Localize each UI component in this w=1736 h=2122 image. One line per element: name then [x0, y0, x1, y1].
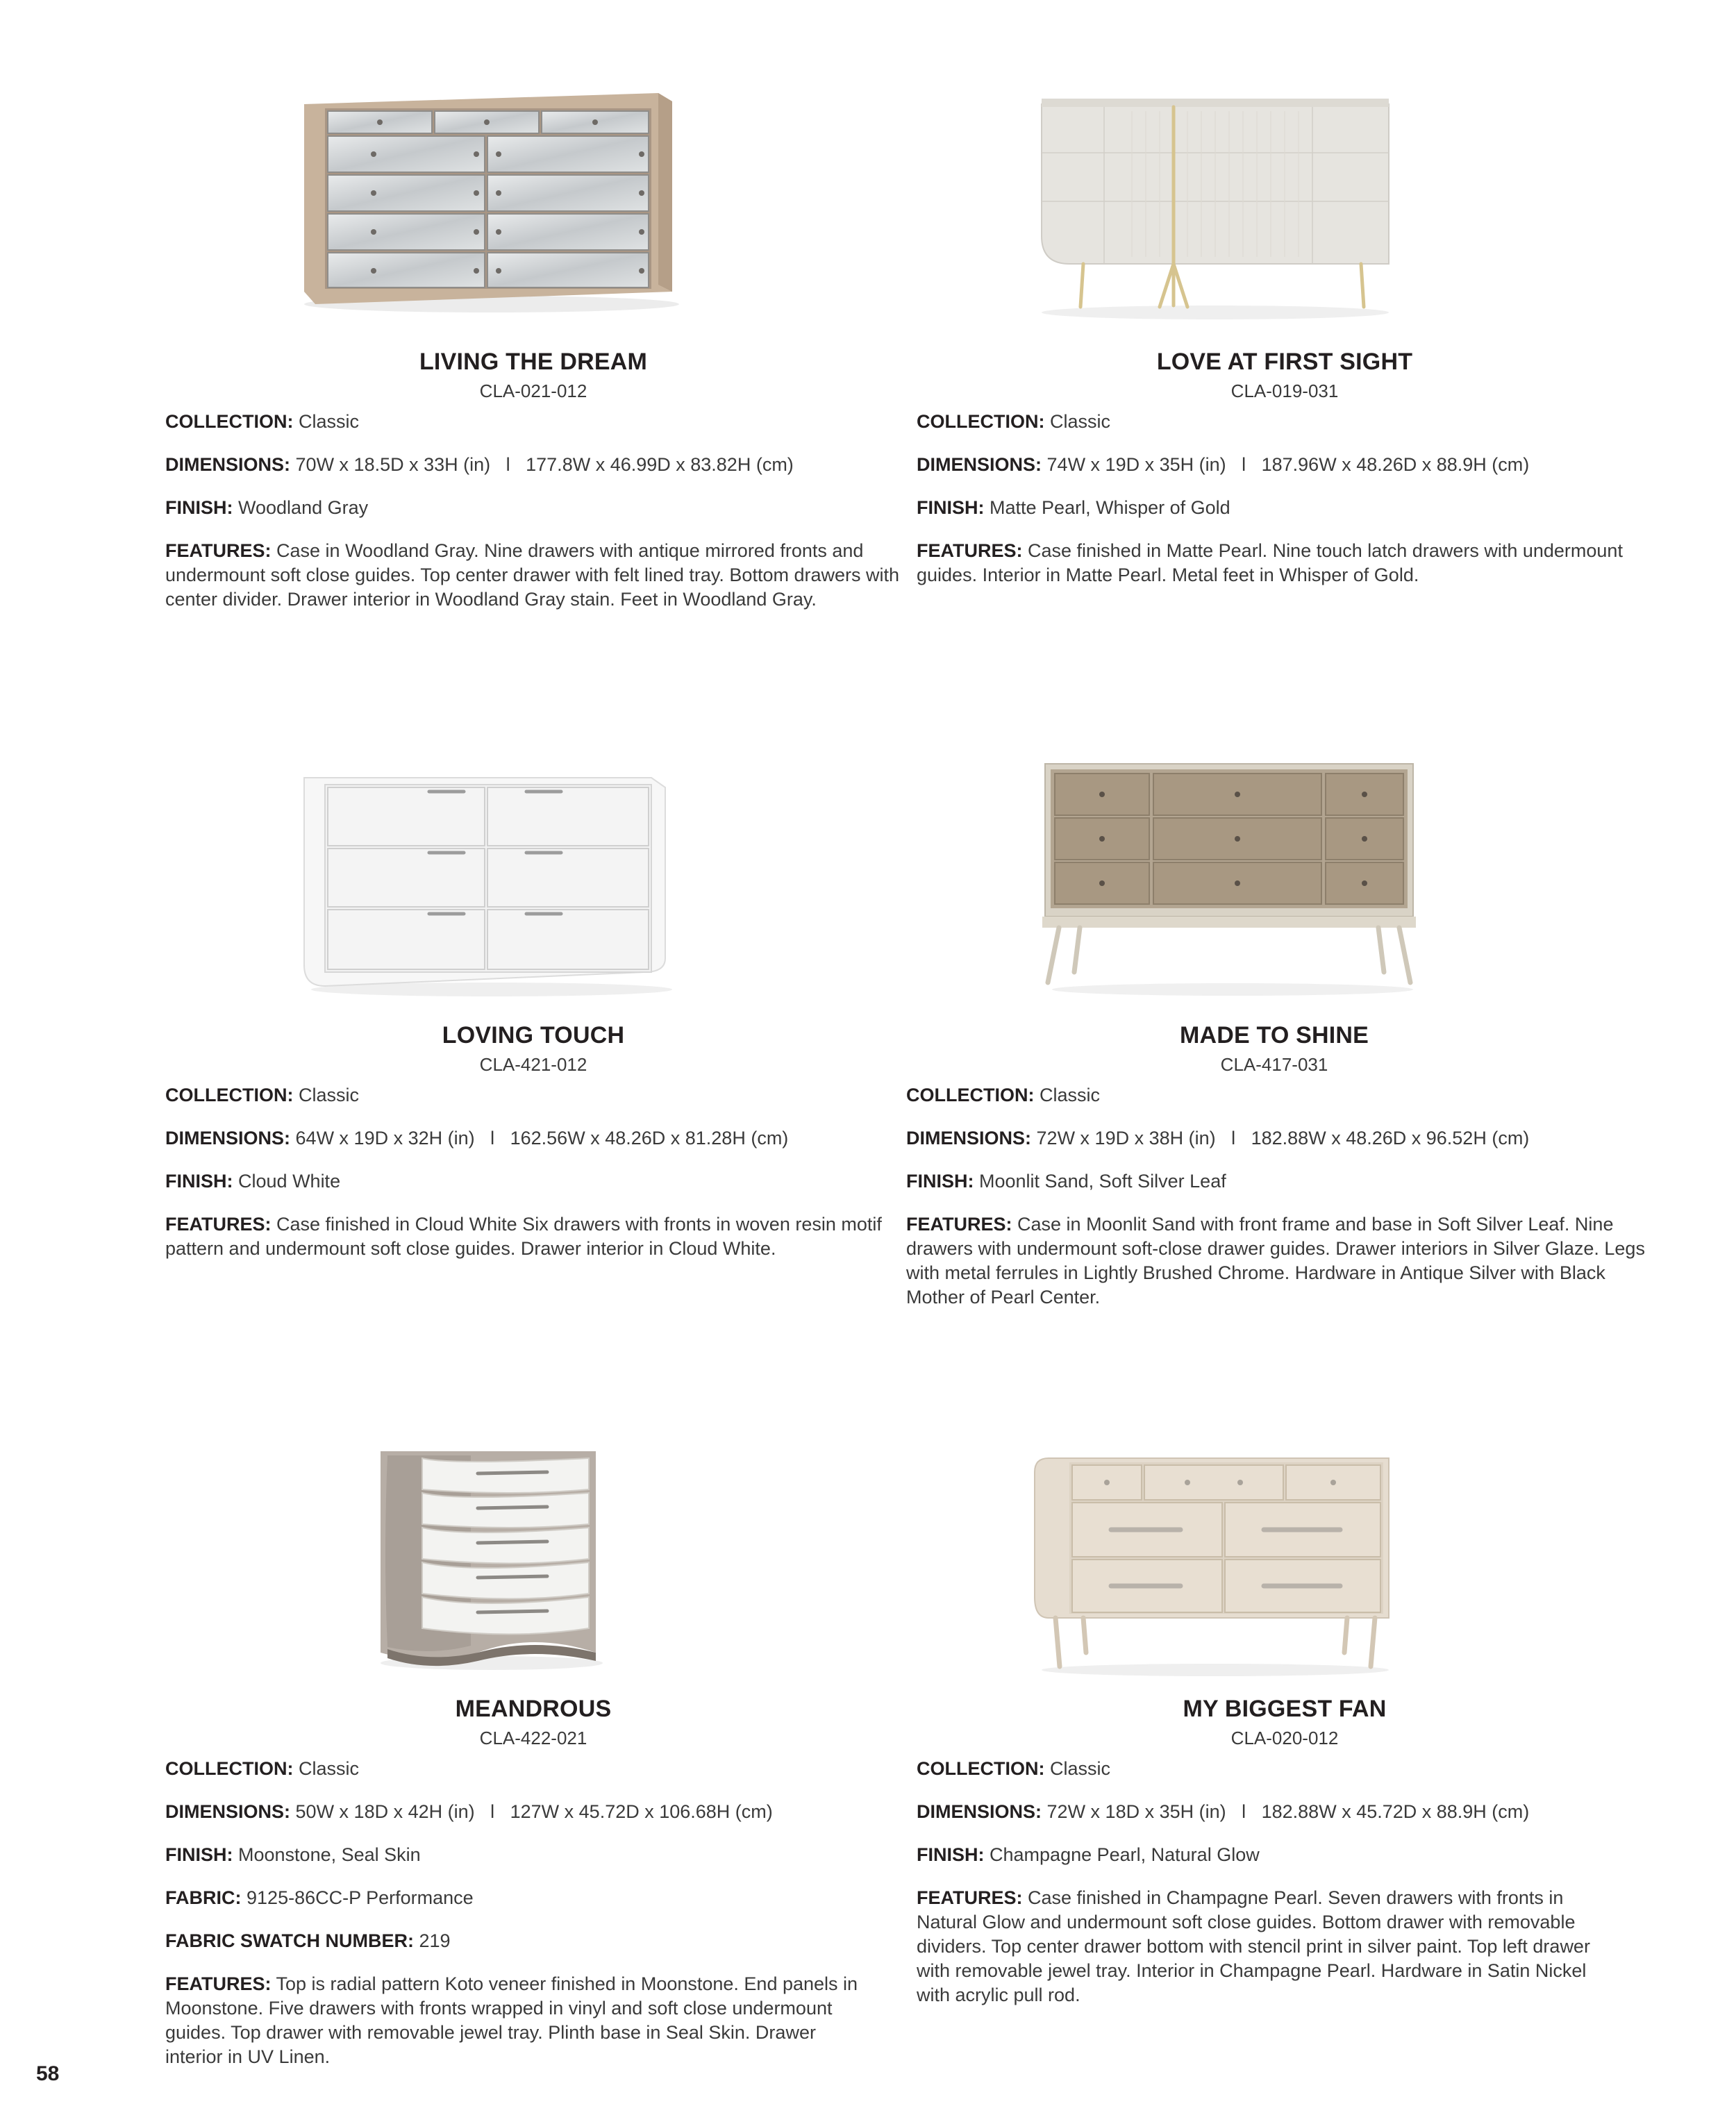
product-code: CLA-019-031	[1230, 381, 1339, 401]
spec-dimensions: DIMENSIONS: 64W x 19D x 32H (in) l 162.56W x 48.26D x 81.28H (cm)	[165, 1128, 789, 1148]
spec-collection: COLLECTION: Classic	[165, 411, 360, 432]
spec-dimensions: DIMENSIONS: 70W x 18.5D x 33H (in) l 177.8W x 46.99D x 83.82H (cm)	[165, 454, 794, 475]
product-specs	[165, 1083, 901, 1280]
product-love-at-first-sight	[917, 69, 1653, 667]
spec-fabric-swatch: FABRIC SWATCH NUMBER: 219	[165, 1930, 451, 1951]
product-specs	[165, 1757, 874, 2088]
pearl-dresser-icon	[1028, 90, 1403, 326]
white-dresser-icon	[297, 764, 686, 1000]
wave-chest-icon	[374, 1444, 610, 1673]
mirrored-dresser-icon	[297, 83, 679, 319]
spec-features: FEATURES: Case in Woodland Gray. Nine drawers with antique mirrored fronts and undermount soft close guides. Top center drawer with felt lined tray. Bottom drawers with center divider. Drawer interior in Woodland Gray stain. Feet in Woodland Gray.	[165, 540, 900, 610]
spec-collection: COLLECTION: Classic	[165, 1758, 360, 1779]
product-title: MY BIGGEST FAN	[1183, 1696, 1387, 1722]
product-specs	[165, 410, 901, 630]
spec-dimensions: DIMENSIONS: 74W x 19D x 35H (in) l 187.96W x 48.26D x 88.9H (cm)	[917, 454, 1530, 475]
product-specs	[917, 410, 1653, 606]
spec-collection: COLLECTION: Classic	[165, 1085, 360, 1105]
spec-finish: FINISH: Matte Pearl, Whisper of Gold	[917, 497, 1230, 518]
product-title: MADE TO SHINE	[1179, 1022, 1369, 1049]
product-code: CLA-417-031	[1220, 1054, 1328, 1075]
spec-features: FEATURES: Case in Moonlit Sand with front frame and base in Soft Silver Leaf. Nine drawers with undermount soft-close drawer guides. Drawer interiors in Silver Glaze. Legs with metal ferrules in Lightly Brushed Chrome. Hardware in Antique Silver with Black Mother of Pearl Center.	[906, 1214, 1645, 1308]
spec-finish: FINISH: Moonstone, Seal Skin	[165, 1844, 421, 1865]
spec-dimensions: DIMENSIONS: 72W x 19D x 38H (in) l 182.88W x 48.26D x 96.52H (cm)	[906, 1128, 1530, 1148]
product-title: MEANDROUS	[455, 1696, 612, 1722]
product-loving-touch	[165, 743, 901, 1340]
spec-finish: FINISH: Champagne Pearl, Natural Glow	[917, 1844, 1260, 1865]
spec-dimensions: DIMENSIONS: 72W x 18D x 35H (in) l 182.88W x 45.72D x 88.9H (cm)	[917, 1801, 1530, 1822]
spec-finish: FINISH: Woodland Gray	[165, 497, 369, 518]
product-specs	[906, 1083, 1663, 1328]
spec-features: FEATURES: Case finished in Cloud White Six drawers with fronts in woven resin motif pattern and undermount soft close guides. Drawer interior in Cloud White.	[165, 1214, 882, 1259]
product-code: CLA-421-012	[479, 1054, 587, 1075]
product-made-to-shine	[906, 743, 1645, 1340]
spec-fabric: FABRIC: 9125-86CC-P Performance	[165, 1887, 474, 1908]
spec-finish: FINISH: Cloud White	[165, 1171, 341, 1192]
spec-collection: COLLECTION: Classic	[917, 1758, 1111, 1779]
product-code: CLA-021-012	[479, 381, 587, 401]
sand-dresser-icon	[1038, 750, 1427, 1000]
product-meandrous	[165, 1417, 901, 2076]
product-code: CLA-020-012	[1230, 1728, 1339, 1748]
spec-finish: FINISH: Moonlit Sand, Soft Silver Leaf	[906, 1171, 1226, 1192]
product-living-the-dream	[165, 69, 901, 667]
product-my-biggest-fan	[917, 1417, 1653, 2076]
spec-dimensions: DIMENSIONS: 50W x 18D x 42H (in) l 127W x 45.72D x 106.68H (cm)	[165, 1801, 773, 1822]
product-title: LIVING THE DREAM	[419, 349, 648, 375]
product-title: LOVING TOUCH	[442, 1022, 625, 1049]
product-specs	[917, 1757, 1611, 2026]
page-number: 58	[36, 2062, 60, 2085]
product-code: CLA-422-021	[479, 1728, 587, 1748]
spec-collection: COLLECTION: Classic	[917, 411, 1111, 432]
spec-features: FEATURES: Top is radial pattern Koto veneer finished in Moonstone. End panels in Moonstone. Five drawers with fronts wrapped in vinyl and soft close undermount guides. Top drawer with removable jewel tray. Plinth base in Seal Skin. Drawer interior in UV Linen.	[165, 1973, 858, 2067]
champagne-dresser-icon	[1028, 1444, 1403, 1680]
spec-features: FEATURES: Case finished in Champagne Pearl. Seven drawers with fronts in Natural Glow and undermount soft close guides. Bottom drawer with removable dividers. Top center drawer bottom with stencil print in silver paint. Top left drawer with removable jewel tray. Interior in Champagne Pearl. Hardware in Satin Nickel with acrylic pull rod.	[917, 1887, 1590, 2005]
product-title: LOVE AT FIRST SIGHT	[1156, 349, 1413, 375]
spec-features: FEATURES: Case finished in Matte Pearl. Nine touch latch drawers with undermount guides. Interior in Matte Pearl. Metal feet in Whisper of Gold.	[917, 540, 1623, 585]
spec-collection: COLLECTION: Classic	[906, 1085, 1101, 1105]
